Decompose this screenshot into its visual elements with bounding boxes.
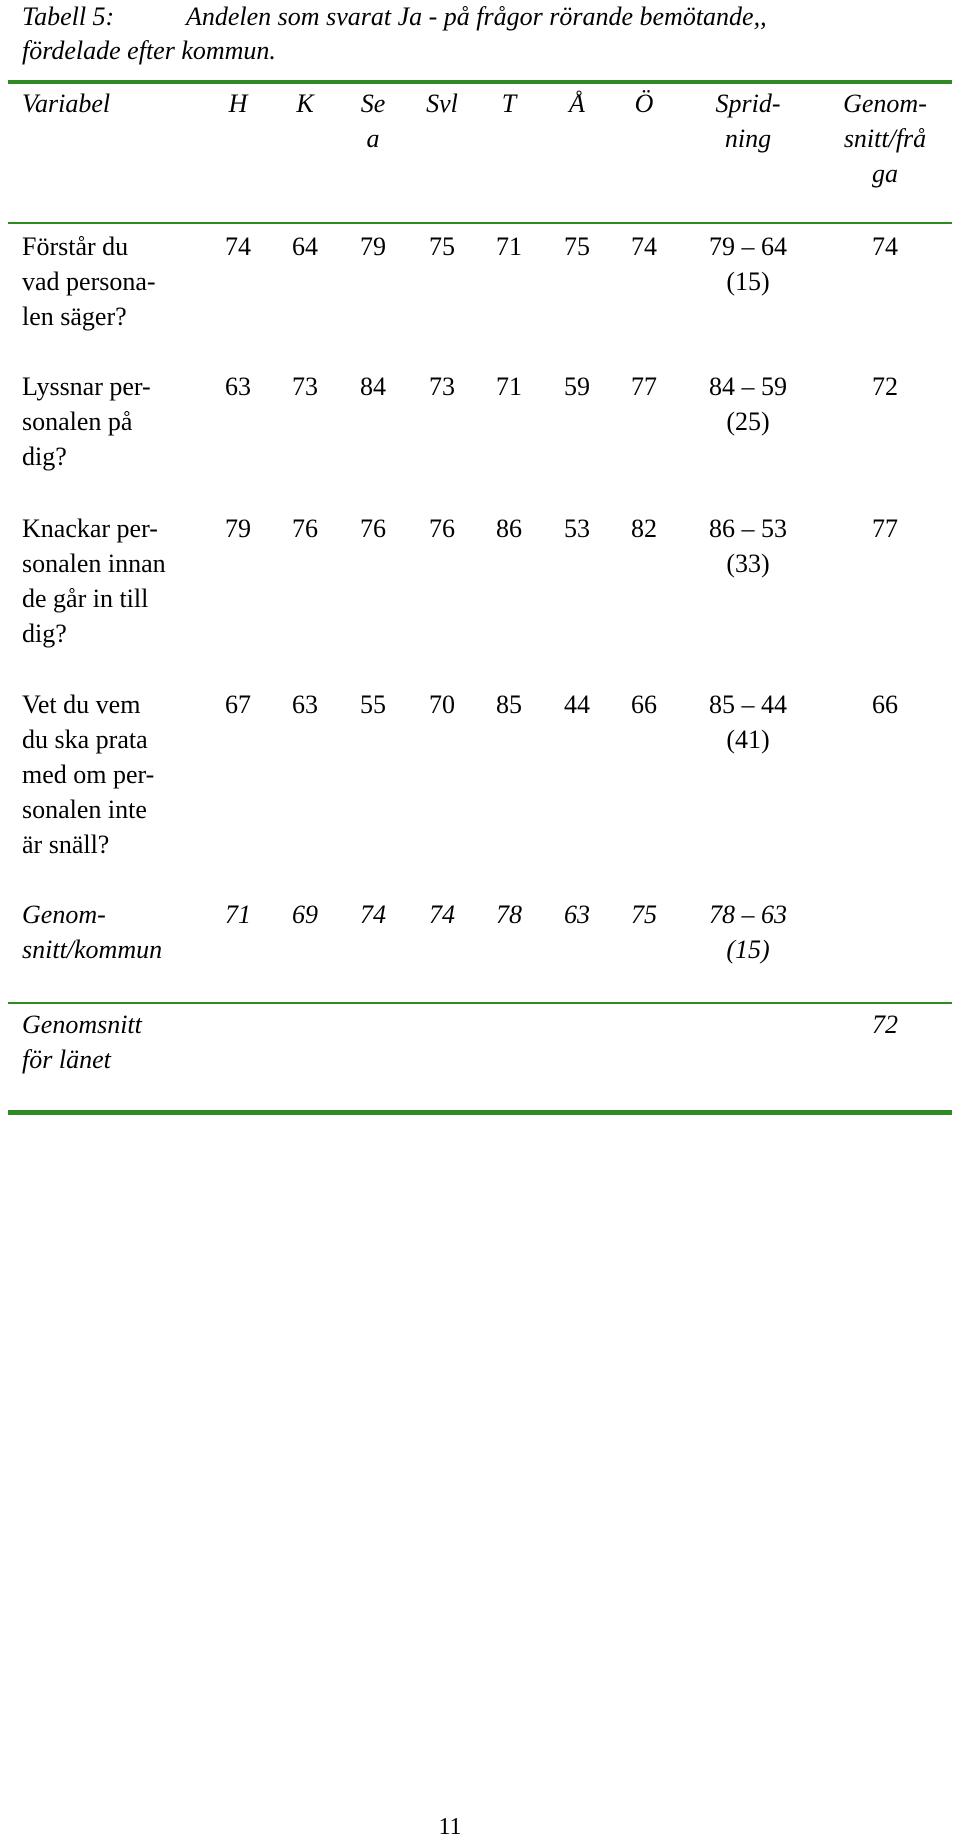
header-rule [8,222,952,224]
value-cell: 73 [292,372,318,401]
value-cell: 76 [360,514,386,543]
spread-range: 85 – 44 [709,690,787,719]
header-municipality: K [296,89,314,118]
spread-range: 79 – 64 [709,232,787,261]
spread-diff: (25) [726,407,770,436]
value-cell: 76 [429,514,455,543]
value-cell: 77 [631,372,657,401]
value-cell: 76 [292,514,318,543]
header-spread: Sprid- ning [715,89,781,153]
spread-diff: (15) [726,267,770,296]
table-caption [22,0,922,68]
value-cell: 84 [360,372,386,401]
value-cell: 53 [564,514,590,543]
value-cell: 75 [564,232,590,261]
value-cell: 74 [631,232,657,261]
header-average: Genom- snitt/frå ga [843,89,927,188]
header-variable: Variabel [22,89,111,118]
municipal-average-value: 78 [496,900,522,929]
value-cell: 75 [429,232,455,261]
municipal-average-spread-diff: (15) [726,935,770,964]
spread-range: 84 – 59 [709,372,787,401]
value-cell: 59 [564,372,590,401]
question-label: Knackar per- sonalen innan de går in till dig? [22,514,166,648]
county-rule [8,1002,952,1004]
caption-line-2: fördelade efter kommun. [22,36,276,65]
municipal-average-value: 75 [631,900,657,929]
value-cell: 86 [496,514,522,543]
municipal-average-value: 63 [564,900,590,929]
municipal-average-value: 71 [225,900,251,929]
question-label: Lyssnar per- sonalen på dig? [22,372,151,471]
caption-text: Andelen som svarat Ja - på frågor rörande bemötande,, [186,2,767,31]
value-cell: 66 [631,690,657,719]
header-municipality: Å [569,89,585,118]
question-average: 74 [872,232,898,261]
header-municipality: T [501,89,517,118]
municipal-average-label: Genom- snitt/kommun [22,900,163,964]
header-municipality: Ö [634,89,654,118]
value-cell: 67 [225,690,251,719]
value-cell: 73 [429,372,455,401]
question-label: Förstår du vad persona- len säger? [22,232,156,331]
spread-range: 86 – 53 [709,514,787,543]
header-municipality: Svl [426,89,458,118]
value-cell: 79 [360,232,386,261]
top-rule [8,80,952,84]
caption-label: Tabell 5: [22,2,115,31]
county-average-value: 72 [872,1010,898,1039]
municipal-average-spread: 78 – 63 [709,900,787,929]
value-cell: 74 [225,232,251,261]
page-number: 11 [438,1814,462,1840]
header-municipality: H [228,89,248,118]
spread-diff: (41) [726,725,770,754]
value-cell: 71 [496,232,522,261]
value-cell: 63 [225,372,251,401]
value-cell: 70 [429,690,455,719]
question-average: 66 [872,690,898,719]
question-average: 72 [872,372,898,401]
bottom-rule [8,1110,952,1115]
question-label: Vet du vem du ska prata med om per- sonalen inte är snäll? [22,690,155,859]
header-municipality: Se a [360,89,386,153]
municipal-average-value: 69 [292,900,318,929]
value-cell: 71 [496,372,522,401]
spread-diff: (33) [726,549,770,578]
question-average: 77 [872,514,898,543]
municipal-average-value: 74 [429,900,455,929]
value-cell: 85 [496,690,522,719]
value-cell: 82 [631,514,657,543]
value-cell: 79 [225,514,251,543]
value-cell: 44 [564,690,590,719]
municipal-average-value: 74 [360,900,386,929]
county-average-label: Genomsnitt för länet [22,1010,142,1074]
value-cell: 64 [292,232,318,261]
value-cell: 55 [360,690,386,719]
value-cell: 63 [292,690,318,719]
